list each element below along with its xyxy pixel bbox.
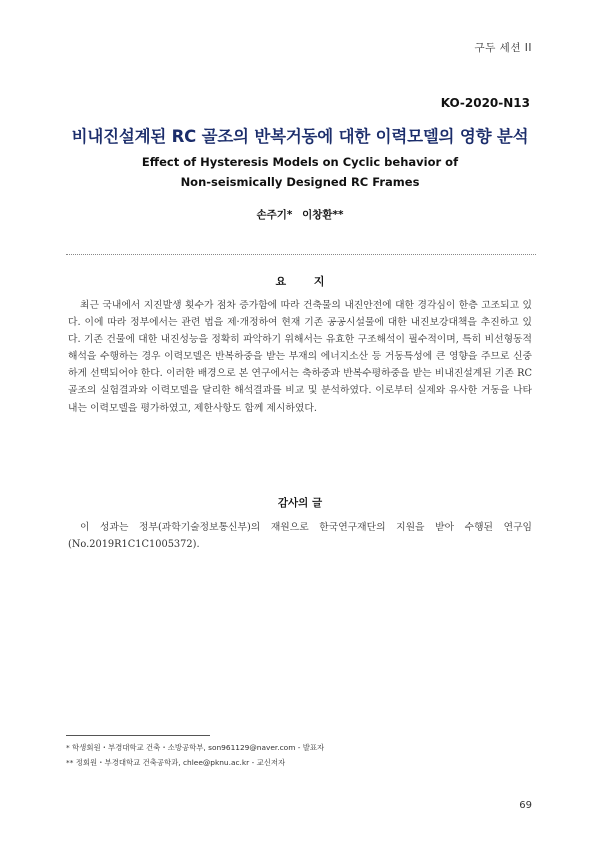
english-title-line-2: Non-seismically Designed RC Frames <box>180 175 420 189</box>
abstract-body: 최근 국내에서 지진발생 횟수가 점차 증가함에 따라 건축물의 내진안전에 대한 경각심이 한층 고조되고 있다. 이에 따라 정부에서는 관련 법을 제·개정하여 현재 기존 공공시설물에 대한 내진보강대책을 추진하고 있다. 기존 건물에 대한 내진성능을 정확히 파악하기 위해서는 유효한 구조해석이 필수적이며, 특히 비선형동적해석을 수행하는 경우 이력모델은 반복하중을 받는 부재의 에너지소산 등 거동특성에 큰 영향을 주므로 신중하게 선택되어야 한다. 이러한 배경으로 본 연구에서는 축하중과 반복수평하중을 받는 비내진설계된 기존 RC 골조의 실험결과와 이력모델을 달리한 해석결과를 비교 및 분석하였다. 이로부터 실제와 유사한 거동을 나타내는 이력모델을 평가하였고, 제한사항도 함께 제시하였다. <box>68 300 532 414</box>
footnote-rule <box>66 735 210 736</box>
page-number: 69 <box>519 800 532 811</box>
dotted-divider <box>66 254 536 255</box>
paper-code: KO-2020-N13 <box>440 96 530 110</box>
korean-title: 비내진설계된 RC 골조의 반복거동에 대한 이력모델의 영향 분석 <box>71 127 529 146</box>
english-title-line-1: Effect of Hysteresis Models on Cyclic behavior of <box>141 155 459 169</box>
english-title <box>0 152 600 192</box>
acknowledgement-heading: 감사의 글 <box>277 497 323 509</box>
footnote-corresponding-author: ** 정회원・부경대학교 건축공학과, chlee@pknu.ac.kr - 교신저자 <box>66 758 286 767</box>
abstract-heading: 요 지 <box>275 275 337 288</box>
authors: 손주기* 이창환** <box>256 209 344 221</box>
footnote-presenter: * 학생회원・부경대학교 건축・소방공학부, son961129@naver.com - 발표자 <box>66 743 325 752</box>
acknowledgement-body: 이 성과는 정부(과학기술정보통신부)의 재원으로 한국연구재단의 지원을 받아 수행된 연구임(No.2019R1C1C1005372). <box>68 522 532 551</box>
session-label: 구두 세션 II <box>474 42 532 54</box>
